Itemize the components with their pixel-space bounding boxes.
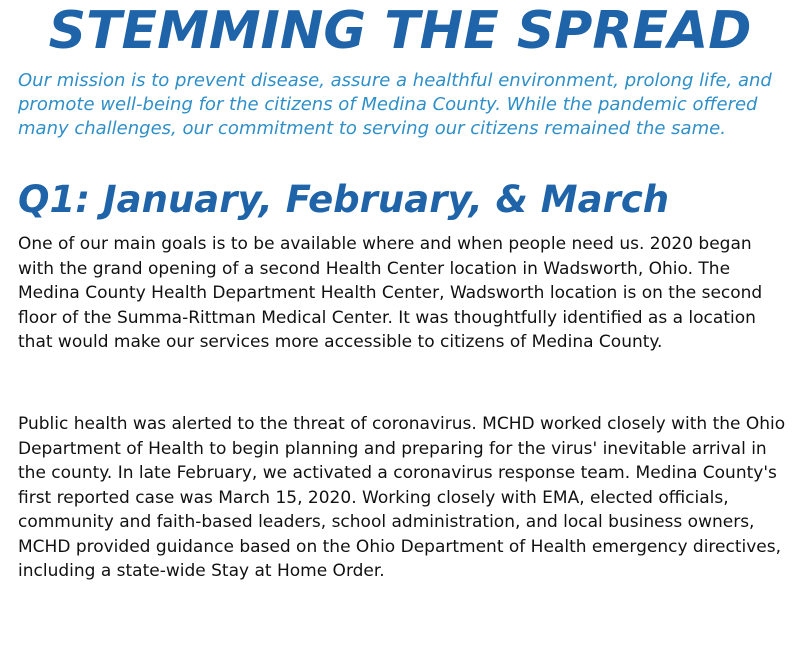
paragraph-coronavirus: Public health was alerted to the threat of coronavirus. MCHD worked closely with the Ohio Department of Health to begin planning and preparing for the virus' inevitable arrival in the county. In late February, we activated a coronavirus response team. Medina County's first reported case was March 15, 2020. Working closely with EMA, elected officials, community and faith-based leaders, school administration, and local business owners, MCHD provided guidance based on the Ohio Department of Health emergency directives, including a state-wide Stay at Home Order. bbox=[18, 414, 786, 581]
paragraph-health-center: One of our main goals is to be available where and when people need us. 2020 began with the grand opening of a second Health Center location in Wadsworth, Ohio. The Medina County Health Department Health Center, Wadsworth location is on the second floor of the Summa-Rittman Medical Center. It was thoughtfully identified as a location that would make our services more accessible to citizens of Medina County. bbox=[18, 234, 763, 352]
page-title: STEMMING THE SPREAD bbox=[48, 1, 752, 61]
mission-statement: Our mission is to prevent disease, assure a healthful environment, prolong life, and promote well-being for the citizens of Medina County. While the pandemic offered many challenges, our commitment to serving our citizens remained the same. bbox=[18, 70, 772, 139]
section-heading: Q1: January, February, & March bbox=[18, 178, 670, 221]
